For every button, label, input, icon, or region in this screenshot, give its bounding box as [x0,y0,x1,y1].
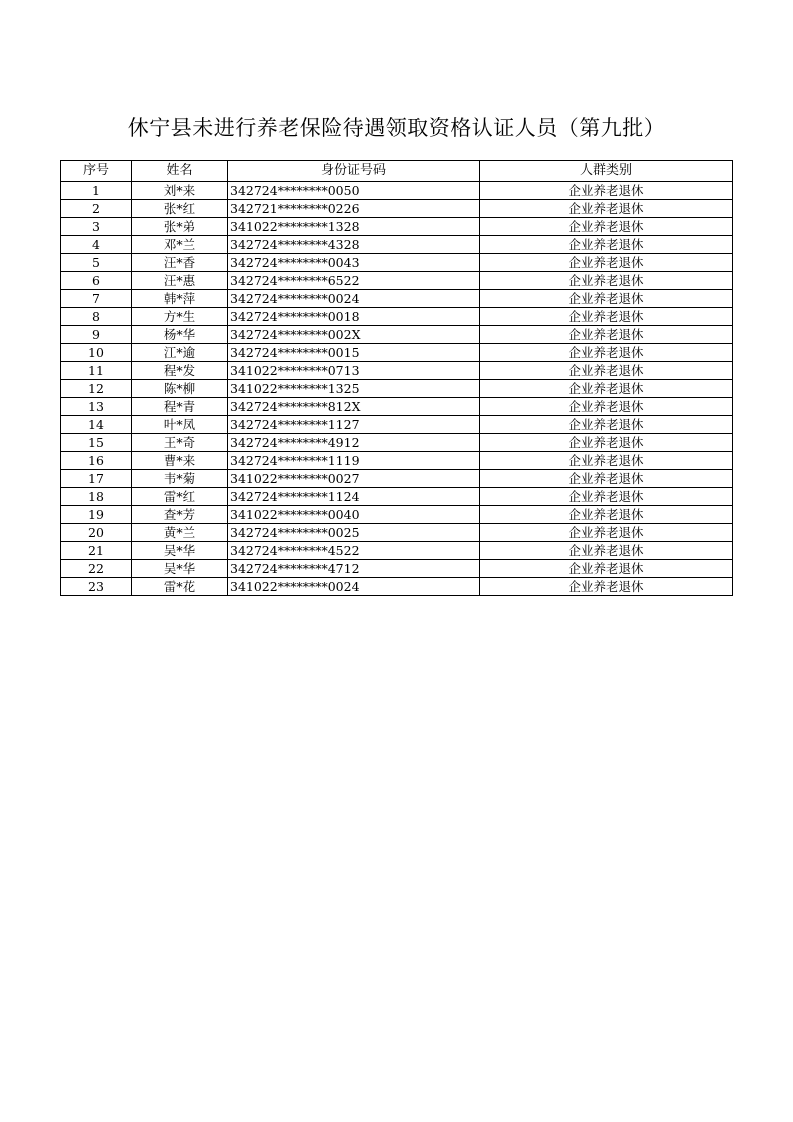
cell-category: 企业养老退休 [480,506,733,524]
cell-seq: 13 [61,398,132,416]
table-row [61,452,733,470]
cell-name: 查*芳 [132,506,228,524]
cell-seq: 8 [61,308,132,326]
cell-name: 雷*花 [132,578,228,596]
cell-id-number: 342724********0050 [228,182,480,200]
cell-category: 企业养老退休 [480,290,733,308]
cell-category: 企业养老退休 [480,380,733,398]
header-id-number: 身份证号码 [228,161,480,182]
cell-id-number: 342724********4328 [228,236,480,254]
cell-category: 企业养老退休 [480,434,733,452]
cell-id-number: 341022********0713 [228,362,480,380]
cell-id-number: 341022********0027 [228,470,480,488]
cell-name: 程*发 [132,362,228,380]
cell-name: 张*红 [132,200,228,218]
cell-id-number: 341022********1328 [228,218,480,236]
cell-name: 吴*华 [132,542,228,560]
table-row [61,218,733,236]
table-row [61,578,733,596]
cell-name: 曹*来 [132,452,228,470]
cell-seq: 14 [61,416,132,434]
table-row [61,290,733,308]
cell-category: 企业养老退休 [480,542,733,560]
cell-name: 雷*红 [132,488,228,506]
cell-name: 汪*惠 [132,272,228,290]
cell-seq: 4 [61,236,132,254]
table-row [61,344,733,362]
cell-seq: 6 [61,272,132,290]
header-row [61,161,733,182]
page-title: 休宁县未进行养老保险待遇领取资格认证人员（第九批） [127,116,666,140]
cell-seq: 22 [61,560,132,578]
table-row [61,308,733,326]
cell-category: 企业养老退休 [480,524,733,542]
cell-seq: 5 [61,254,132,272]
table-header [61,161,733,182]
cell-id-number: 342724********4912 [228,434,480,452]
table-row [61,272,733,290]
table-row [61,380,733,398]
cell-seq: 3 [61,218,132,236]
cell-id-number: 341022********0040 [228,506,480,524]
cell-id-number: 342724********4522 [228,542,480,560]
header-seq: 序号 [61,161,132,182]
cell-name: 韩*萍 [132,290,228,308]
cell-id-number: 342724********1124 [228,488,480,506]
table-row [61,200,733,218]
cell-category: 企业养老退休 [480,452,733,470]
table-row [61,542,733,560]
cell-name: 黄*兰 [132,524,228,542]
table-row [61,362,733,380]
cell-name: 张*弟 [132,218,228,236]
table-row [61,560,733,578]
cell-id-number: 342724********0025 [228,524,480,542]
cell-seq: 17 [61,470,132,488]
cell-id-number: 342724********0043 [228,254,480,272]
cell-name: 刘*来 [132,182,228,200]
cell-id-number: 342724********812X [228,398,480,416]
cell-category: 企业养老退休 [480,560,733,578]
cell-seq: 19 [61,506,132,524]
cell-category: 企业养老退休 [480,398,733,416]
cell-seq: 12 [61,380,132,398]
table-row [61,488,733,506]
cell-id-number: 342724********002X [228,326,480,344]
table-row [61,254,733,272]
cell-name: 江*逾 [132,344,228,362]
cell-name: 方*生 [132,308,228,326]
cell-seq: 15 [61,434,132,452]
table-row [61,326,733,344]
cell-id-number: 342724********1127 [228,416,480,434]
cell-category: 企业养老退休 [480,344,733,362]
cell-seq: 21 [61,542,132,560]
table-row [61,434,733,452]
cell-category: 企业养老退休 [480,470,733,488]
cell-category: 企业养老退休 [480,200,733,218]
cell-id-number: 342721********0226 [228,200,480,218]
cell-category: 企业养老退休 [480,254,733,272]
cell-seq: 16 [61,452,132,470]
cell-seq: 10 [61,344,132,362]
cell-id-number: 342724********0015 [228,344,480,362]
cell-id-number: 342724********4712 [228,560,480,578]
cell-id-number: 342724********0018 [228,308,480,326]
cell-category: 企业养老退休 [480,488,733,506]
cell-category: 企业养老退休 [480,236,733,254]
cell-name: 杨*华 [132,326,228,344]
cell-category: 企业养老退休 [480,218,733,236]
cell-name: 王*奇 [132,434,228,452]
table-row [61,398,733,416]
cell-seq: 2 [61,200,132,218]
cell-seq: 7 [61,290,132,308]
cell-name: 邓*兰 [132,236,228,254]
table-row [61,470,733,488]
cell-name: 程*青 [132,398,228,416]
table-row [61,416,733,434]
table-row [61,506,733,524]
cell-id-number: 341022********0024 [228,578,480,596]
table-row [61,236,733,254]
cell-seq: 18 [61,488,132,506]
cell-category: 企业养老退休 [480,272,733,290]
header-name: 姓名 [132,161,228,182]
cell-name: 叶*凤 [132,416,228,434]
cell-category: 企业养老退休 [480,362,733,380]
cell-category: 企业养老退休 [480,182,733,200]
cell-category: 企业养老退休 [480,308,733,326]
cell-category: 企业养老退休 [480,578,733,596]
table-row [61,182,733,200]
certification-table [60,160,733,596]
cell-name: 陈*柳 [132,380,228,398]
cell-name: 汪*香 [132,254,228,272]
cell-category: 企业养老退休 [480,326,733,344]
cell-category: 企业养老退休 [480,416,733,434]
cell-name: 吴*华 [132,560,228,578]
cell-id-number: 341022********1325 [228,380,480,398]
cell-seq: 11 [61,362,132,380]
cell-id-number: 342724********1119 [228,452,480,470]
cell-seq: 23 [61,578,132,596]
header-category: 人群类别 [480,161,733,182]
table-row [61,524,733,542]
table-body [61,182,733,596]
cell-seq: 1 [61,182,132,200]
cell-seq: 9 [61,326,132,344]
cell-seq: 20 [61,524,132,542]
cell-name: 韦*菊 [132,470,228,488]
cell-id-number: 342724********0024 [228,290,480,308]
cell-id-number: 342724********6522 [228,272,480,290]
